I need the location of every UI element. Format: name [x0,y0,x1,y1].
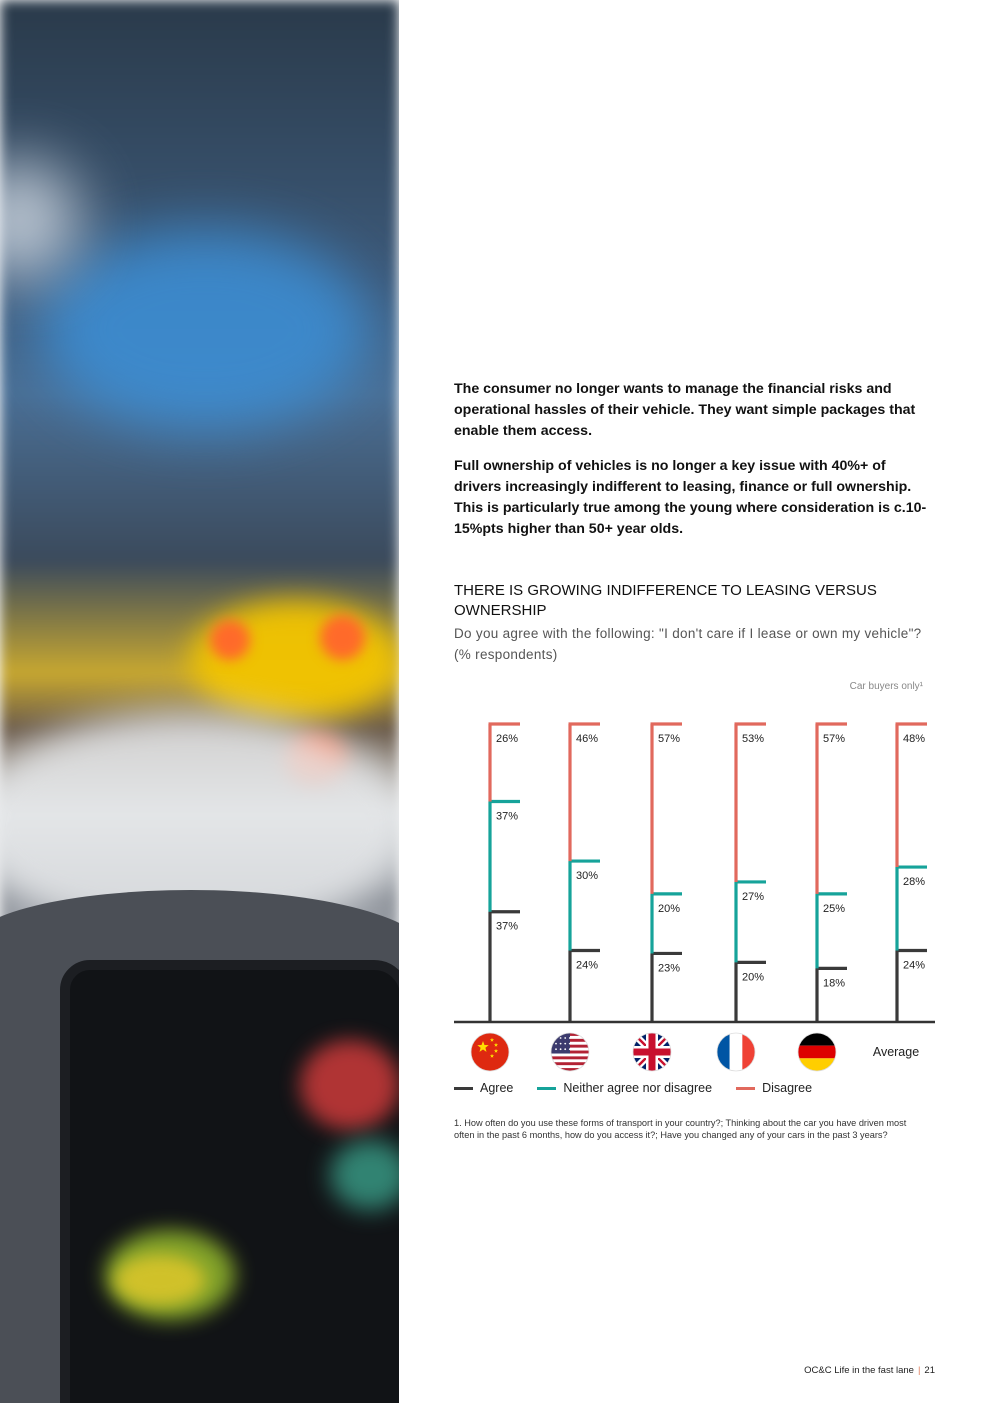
flag-cross-red [633,1049,671,1056]
page-number: 21 [924,1365,935,1376]
page-footer [804,1365,935,1376]
data-label: 37% [496,810,519,823]
data-label: 37% [496,920,519,933]
flag-stripe [551,1068,589,1071]
data-label: 18% [823,977,846,990]
flag-band [742,1033,755,1071]
flag-star [564,1037,566,1039]
flag-band [717,1033,730,1071]
legend-item-disagree [736,1081,812,1095]
data-label: 53% [742,733,765,745]
chart-title: THERE IS GROWING INDIFFERENCE TO LEASING VERSUS OWNERSHIP [454,582,877,619]
data-label: 30% [576,870,599,883]
stacked-bar-chart [440,700,940,1080]
flag-star [560,1037,562,1039]
intro-text [454,379,934,554]
legend-swatch-disagree [736,1087,755,1090]
category-label-average: Average [872,1045,920,1059]
chart-note: Car buyers only¹ [849,681,923,692]
legend-swatch-agree [454,1087,473,1090]
data-label: 57% [823,733,846,745]
data-label: 23% [658,962,681,975]
footnote: 1. How often do you use these forms of transport in your country?; Thinking about the car you have driven most often in the past 6 months, how do you access it?; Have you changed any of your cars in the past 3 years? [454,1118,907,1140]
data-label: 48% [903,733,926,745]
data-label: 20% [658,902,681,915]
data-label: 28% [903,876,926,889]
street-photo [0,0,399,1403]
footer-separator: | [917,1365,921,1376]
flag-star [569,1043,571,1045]
data-label: 57% [658,733,681,745]
legend-label-neither: Neither agree nor disagree [563,1081,713,1095]
intro-paragraph-2: Full ownership of vehicles is no longer a key issue with 40%+ of drivers increasingly indifferent to leasing, finance or full ownership. This is particularly true among the young where consideration is c.10-15%pts higher than 50+ year olds. [454,458,927,537]
flag-star [560,1048,562,1050]
data-label: 46% [576,733,599,745]
flag-star [564,1048,566,1050]
flag-band [798,1058,836,1071]
flag-star [569,1037,571,1039]
flag-stripe [551,1062,589,1065]
flag-star [555,1048,557,1050]
data-label: 26% [496,733,519,745]
legend-label-disagree: Disagree [762,1081,813,1095]
legend-swatch-neither [537,1087,556,1090]
publication-name: OC&C Life in the fast lane [804,1365,914,1376]
flag-star [569,1048,571,1050]
flag-star [564,1043,566,1045]
legend-item-agree [454,1081,513,1095]
legend-item-neither [537,1081,712,1095]
flag-star [555,1043,557,1045]
intro-paragraph-1: The consumer no longer wants to manage the financial risks and operational hassles of their vehicle. They want simple packages that enable them access. [454,381,916,439]
flag-stripe [551,1056,589,1059]
data-label: 20% [742,971,765,984]
flag-band [798,1033,836,1046]
chart-subtitle: Do you agree with the following: "I don't care if I lease or own my vehicle"? (% respondents) [454,626,922,662]
legend-label-agree: Agree [480,1081,514,1095]
data-label: 24% [903,959,926,972]
data-label: 25% [823,902,846,915]
chart-legend [454,1079,836,1097]
flag-band [798,1046,836,1059]
flag-star [560,1043,562,1045]
data-label: 24% [576,959,599,972]
data-label: 27% [742,890,765,903]
flag-band [730,1033,743,1071]
